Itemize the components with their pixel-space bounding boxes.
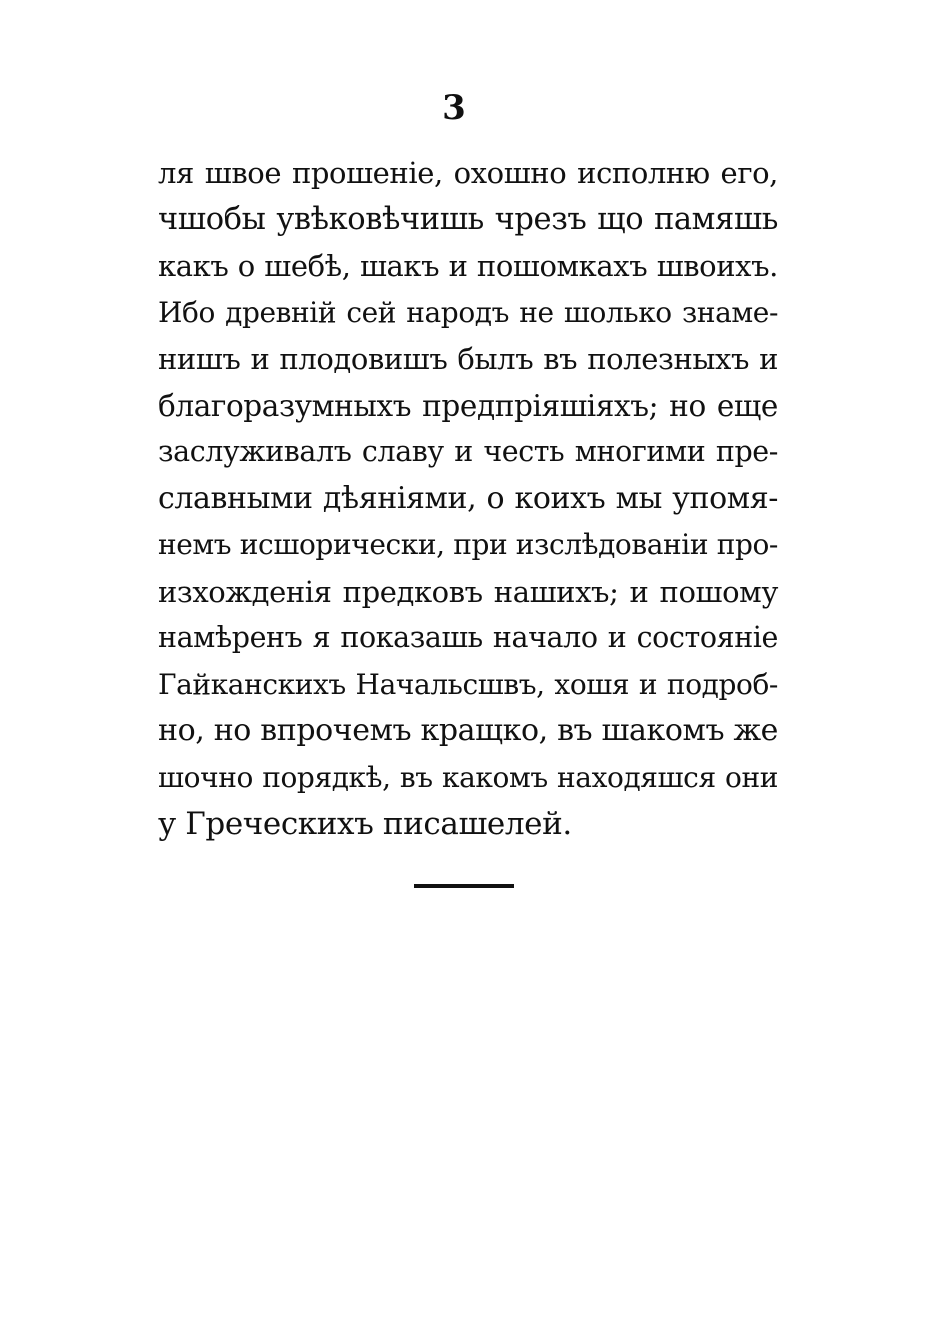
text-line: Гайканскихъ Начальсшвъ, хошя и подроб-	[158, 667, 778, 701]
text-line: славными дѣяніями, о коихъ мы упомя-	[158, 480, 778, 516]
text-line: но, но впрочемъ кращко, въ шакомъ же	[158, 713, 778, 748]
text-line: Ибо древній сей народъ не шолько знаме-	[158, 295, 778, 329]
text-line: какъ о шебѣ, шакъ и пошомкахъ швоихъ.	[158, 249, 778, 283]
body-text	[158, 150, 778, 848]
text-line-last: у Греческихъ писашелей.	[158, 806, 572, 842]
text-line: ля швое прошеніе, охошно исполню его,	[158, 156, 778, 190]
page-number: 3	[442, 88, 466, 128]
text-line: изхожденія предковъ нашихъ; и пошому	[158, 574, 778, 609]
text-line: нишъ и плодовишъ былъ въ полезныхъ и	[158, 342, 778, 376]
text-line: немъ исшорически, при изслѣдованіи про-	[158, 528, 778, 561]
text-line: чшобы увѣковѣчишь чрезъ що памяшь	[158, 201, 778, 237]
text-line: заслуживалъ славу и честь многими пре-	[158, 435, 778, 468]
section-divider	[414, 884, 514, 888]
text-line: намѣренъ я показашь начало и состояніе	[158, 621, 778, 654]
text-line: шочно порядкѣ, въ какомъ находяшся они	[158, 760, 778, 794]
text-line: благоразумныхъ предпріяшіяхъ; но еще	[158, 388, 778, 423]
